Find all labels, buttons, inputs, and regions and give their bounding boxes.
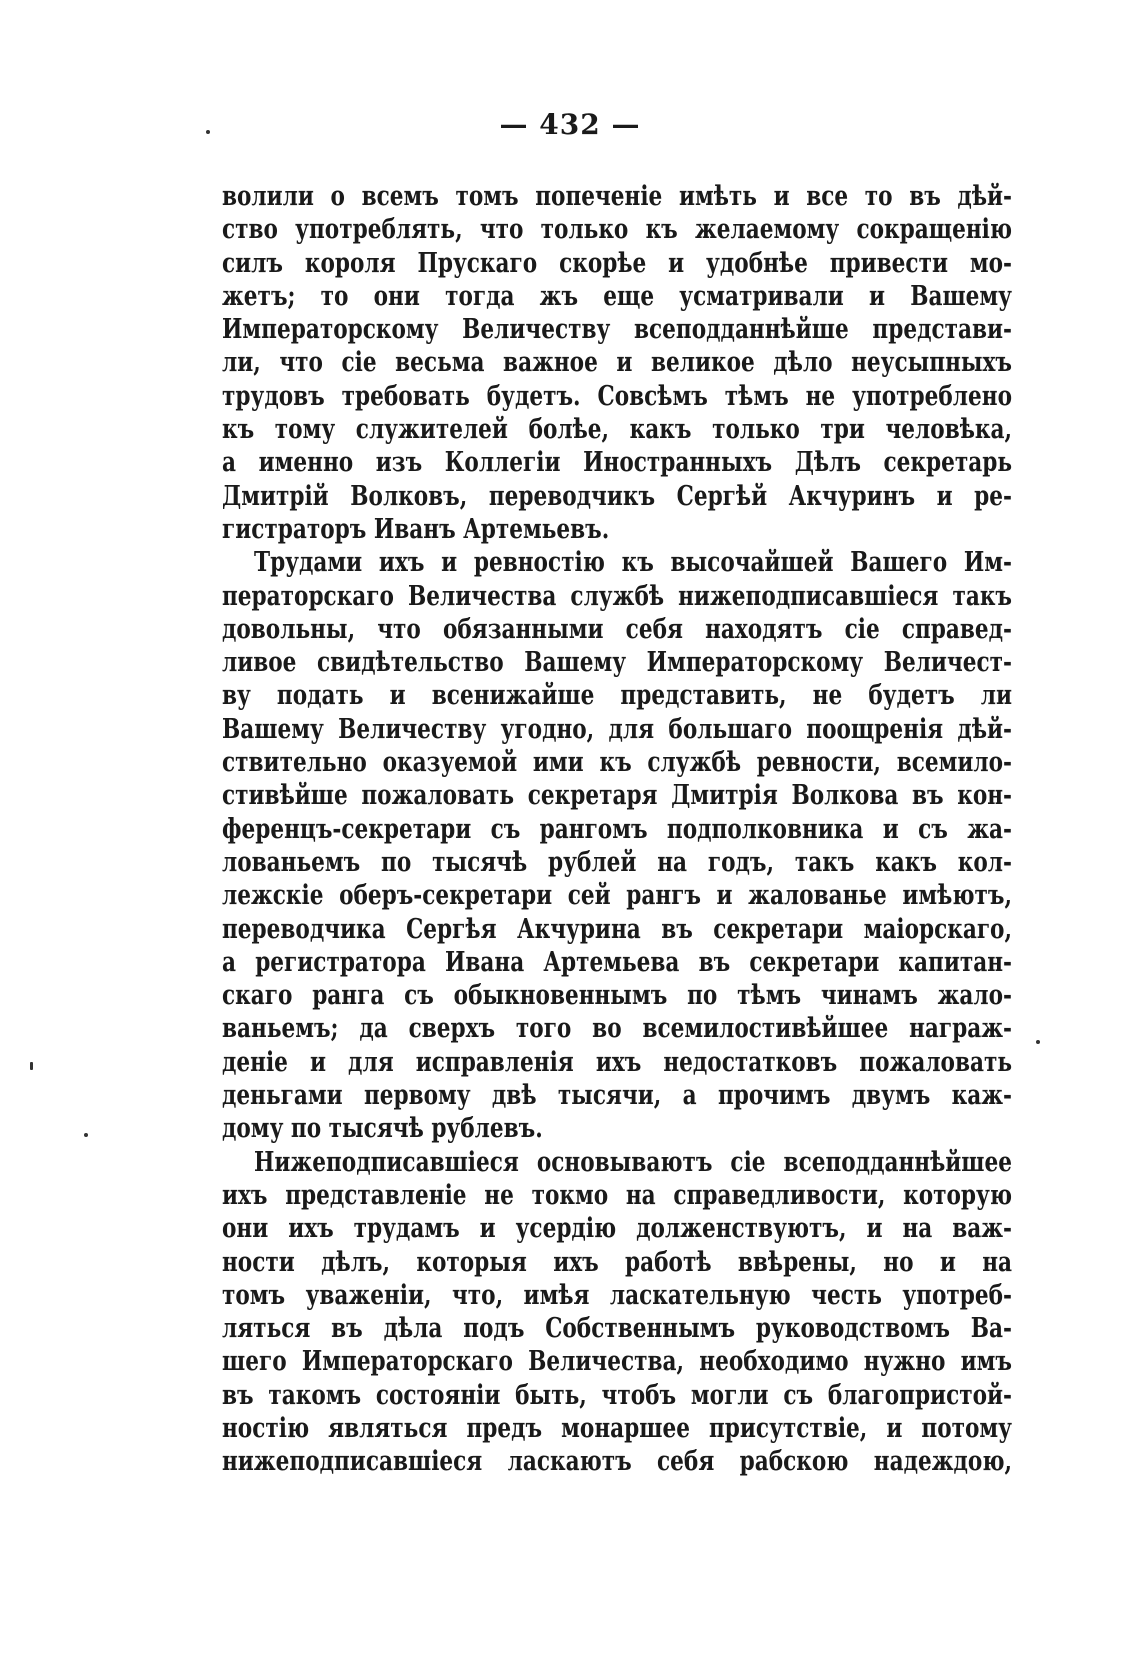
text-line: къ тому служителей болѣе, какъ только три человѣка, xyxy=(222,414,1012,446)
scan-speck xyxy=(84,1133,88,1137)
text-line: ву подать и всенижайше представить, не будетъ ли xyxy=(222,680,1012,712)
text-line: довольны, что обязанными себя находятъ сіе справед- xyxy=(222,613,1012,645)
text-line: ливое свидѣтельство Вашему Императорскому Величест- xyxy=(222,647,1012,679)
body-text xyxy=(222,180,1012,1479)
text-line: ляться въ дѣла подъ Собственнымъ руководствомъ Ва- xyxy=(222,1313,1012,1345)
text-line: лованьемъ по тысячѣ рублей на годъ, такъ какъ кол- xyxy=(222,846,1012,878)
text-line: Императорскому Величеству всеподданнѣйше представи- xyxy=(222,314,1012,346)
text-line: силъ короля Прускаго скорѣе и удобнѣе привести мо- xyxy=(222,247,1012,279)
text-line: стивѣйше пожаловать секретаря Дмитрія Волкова въ кон- xyxy=(222,780,1012,812)
text-line: ностію являться предъ монаршее присутствіе, и потому xyxy=(222,1412,1012,1444)
text-line: трудовъ требовать будетъ. Совсѣмъ тѣмъ не употреблено xyxy=(222,380,1012,412)
text-line: ференцъ-секретари съ рангомъ подполковника и съ жа- xyxy=(222,813,1012,845)
page-number: — 432 — xyxy=(499,108,641,141)
text-line: ператорскаго Величества службѣ нижеподписавшіеся такъ xyxy=(222,580,1012,612)
text-line: шего Императорскаго Величества, необходимо нужно имъ xyxy=(222,1346,1012,1378)
scan-speck xyxy=(206,130,210,134)
text-line: нижеподписавшіеся ласкаютъ себя рабскою надеждою, xyxy=(222,1446,1012,1478)
text-line: а регистратора Ивана Артемьева въ секретари капитан- xyxy=(222,946,1012,978)
text-line: ли, что сіе весьма важное и великое дѣло неусыпныхъ xyxy=(222,347,1012,379)
text-line: деньгами первому двѣ тысячи, а прочимъ двумъ каж- xyxy=(222,1080,1012,1112)
text-line: а именно изъ Коллегіи Иностранныхъ Дѣлъ секретарь xyxy=(222,447,1012,479)
text-line: гистраторъ Иванъ Артемьевъ. xyxy=(222,513,610,545)
text-line: деніе и для исправленія ихъ недостатковъ пожаловать xyxy=(222,1046,1012,1078)
text-line: ваньемъ; да сверхъ того во всемилостивѣйшее награж- xyxy=(222,1013,1012,1045)
text-line: Дмитрій Волковъ, переводчикъ Сергѣй Акчуринъ и ре- xyxy=(222,480,1012,512)
text-line: они ихъ трудамъ и усердію долженствуютъ, и на важ- xyxy=(222,1213,1012,1245)
text-line: волили о всемъ томъ попеченіе имѣть и все то въ дѣй- xyxy=(222,181,1012,212)
text-line: ихъ представленіе не токмо на справедливости, которую xyxy=(222,1179,1012,1211)
text-line: въ такомъ состояніи быть, чтобъ могли съ благопристой- xyxy=(222,1379,1012,1411)
scan-speck xyxy=(30,1062,33,1070)
text-line: томъ уваженіи, что, имѣя ласкательную честь употреб- xyxy=(222,1279,1012,1311)
text-line: жетъ; то они тогда жъ еще усматривали и Вашему xyxy=(222,280,1012,312)
text-line: Вашему Величеству угодно, для большаго поощренія дѣй- xyxy=(222,713,1012,745)
text-line: ство употреблять, что только къ желаемому сокращенію xyxy=(222,214,1012,246)
text-line: Трудами ихъ и ревностію къ высочайшей Вашего Им- xyxy=(254,547,1012,579)
text-line: лежскіе оберъ-секретари сей рангъ и жалованье имѣютъ, xyxy=(222,880,1012,912)
text-line: ности дѣлъ, которыя ихъ работѣ ввѣрены, но и на xyxy=(222,1246,1012,1278)
text-line: переводчика Сергѣя Акчурина въ секретари маіорскаго, xyxy=(222,913,1012,945)
text-line: дому по тысячѣ рублевъ. xyxy=(222,1113,543,1145)
text-line: скаго ранга съ обыкновеннымъ по тѣмъ чинамъ жало- xyxy=(222,980,1012,1012)
text-line: ствительно оказуемой ими къ службѣ ревности, всемило- xyxy=(222,747,1012,779)
scan-speck xyxy=(1036,1040,1040,1044)
text-line: Нижеподписавшіеся основываютъ сіе всеподданнѣйшее xyxy=(254,1146,1012,1178)
